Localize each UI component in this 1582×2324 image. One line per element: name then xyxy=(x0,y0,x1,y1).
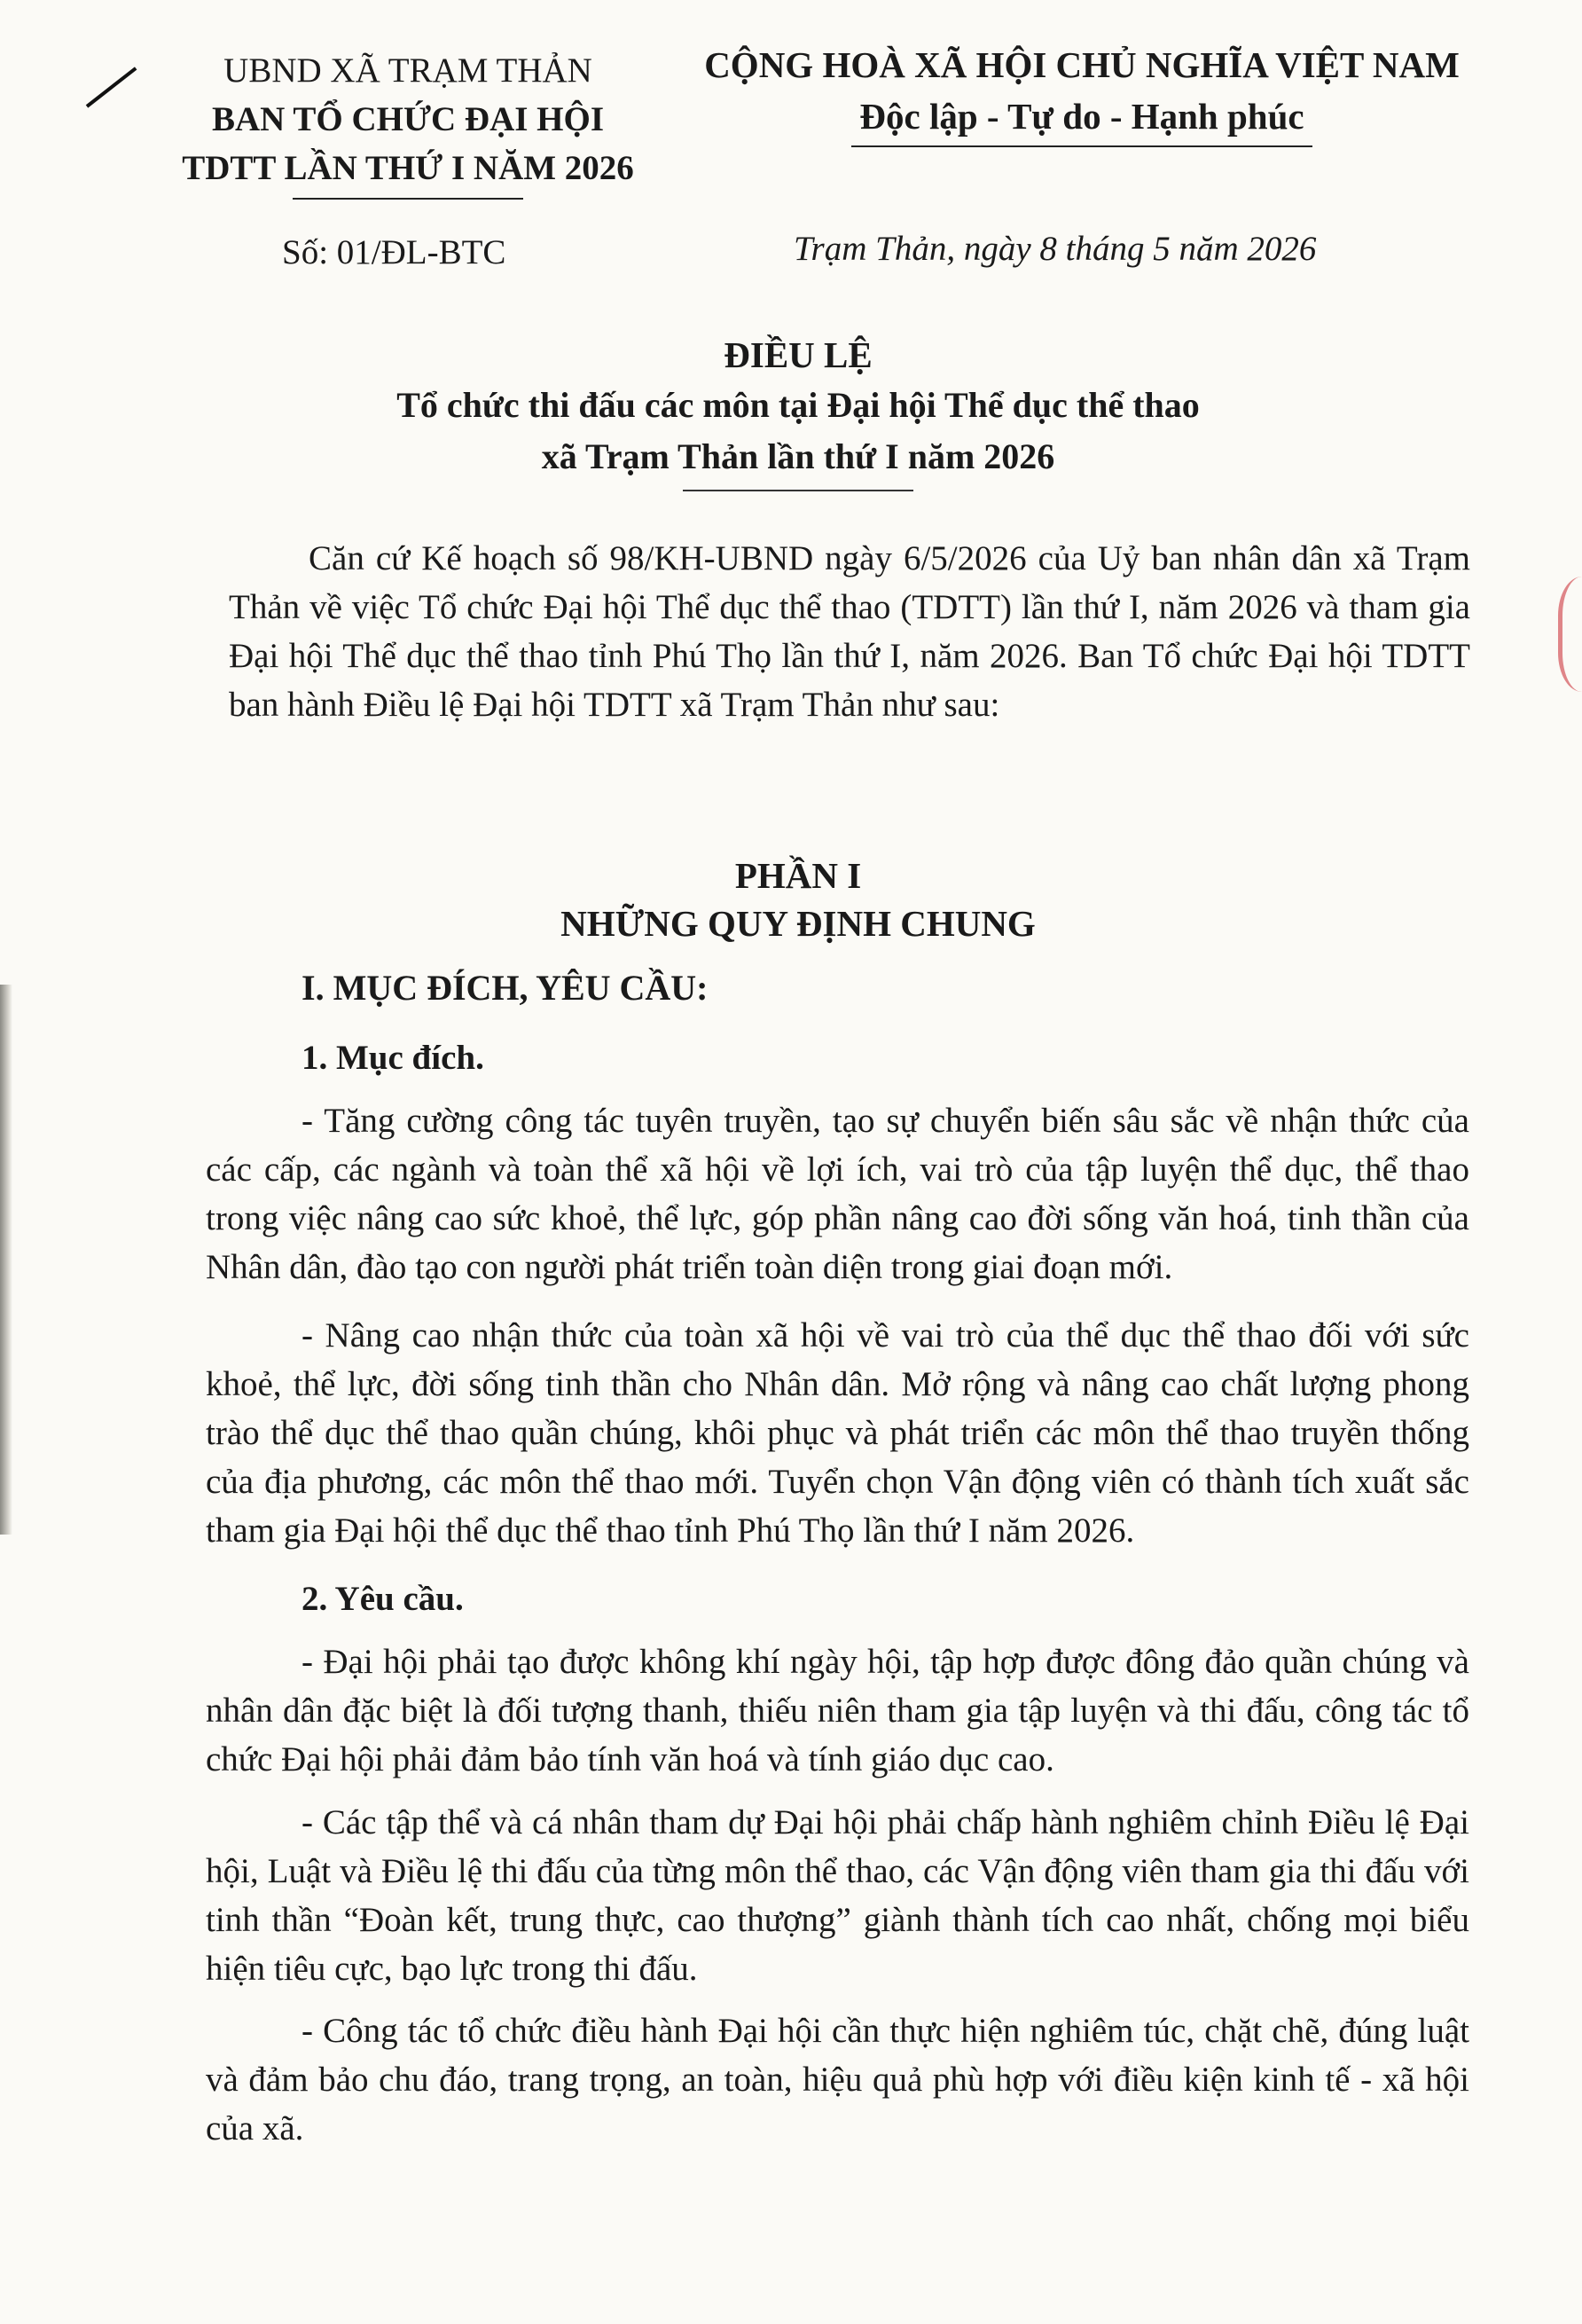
national-motto: Độc lập - Tự do - Hạnh phúc xyxy=(859,96,1304,137)
document-title xyxy=(177,330,1419,491)
title-underline xyxy=(683,490,913,491)
issuing-authority-header xyxy=(133,46,683,200)
authority-line-2: BAN TỔ CHỨC ĐẠI HỘI xyxy=(211,100,605,138)
requirements-paragraph-1: - Đại hội phải tạo được không khí ngày hội, tập hợp được đông đảo quần chúng và nhân dân đặc biệt là đối tượng thanh, thiếu niên tham gia tập luyện và thi đấu, công tác tổ chức Đại hội phải đảm bảo tính văn hoá và tính giáo dục cao. xyxy=(206,1643,1469,1778)
title-line-3: xã Trạm Thản lần thứ I năm 2026 xyxy=(541,436,1055,476)
part-title: NHỮNG QUY ĐỊNH CHUNG xyxy=(560,903,1036,944)
purpose-paragraph-2: - Nâng cao nhận thức của toàn xã hội về vai trò của thể dục thể thao đối với sức khoẻ, thể lực, đời sống tinh thần cho Nhân dân. Mở rộng và nâng cao chất lượng phong trào thể dục thể thao quần chúng, khôi phục và phát triển các môn thể thao truyền thống của địa phương, các môn thể thao mới. Tuyển chọn Vận động viên có thành tích xuất sắc tham gia Đại hội thể dục thể thao tỉnh Phú Thọ lần thứ I năm 2026. xyxy=(206,1316,1469,1550)
title-main: ĐIỀU LỆ xyxy=(724,334,873,375)
part-label: PHẦN I xyxy=(734,855,862,896)
preamble-paragraph: Căn cứ Kế hoạch số 98/KH-UBND ngày 6/5/2026 của Uỷ ban nhân dân xã Trạm Thản về việc Tổ chức Đại hội Thể dục thể thao (TDTT) lần thứ I, năm 2026 và tham gia Đại hội Thể dục thể thao tỉnh Phú Thọ lần thứ I, năm 2026. Ban Tổ chức Đại hội TDTT ban hành Điều lệ Đại hội TDTT xã Trạm Thản như sau: xyxy=(229,539,1470,724)
document-date: Trạm Thản, ngày 8 tháng 5 năm 2026 xyxy=(794,230,1317,268)
authority-line-1: UBND XÃ TRẠM THẢN xyxy=(223,51,592,90)
authority-line-3: TDTT LẦN THỨ I NĂM 2026 xyxy=(182,149,634,187)
scan-edge-shadow xyxy=(0,985,12,1535)
subheading-requirements: 2. Yêu cầu. xyxy=(302,1580,464,1618)
red-stamp-edge xyxy=(1558,577,1582,692)
handwritten-slash-mark xyxy=(86,67,137,107)
title-line-2: Tổ chức thi đấu các môn tại Đại hội Thể dục thể thao xyxy=(396,385,1200,425)
authority-underline xyxy=(293,198,523,200)
national-title: CỘNG HOÀ XÃ HỘI CHỦ NGHĨA VIỆT NAM xyxy=(704,44,1460,85)
purpose-paragraph-1: - Tăng cường công tác tuyên truyền, tạo sự chuyển biến sâu sắc về nhận thức của các cấp, các ngành và toàn thể xã hội về lợi ích, vai trò của tập luyện thể dục, thể thao trong việc nâng cao sức khoẻ, thể lực, góp phần nâng cao đời sống văn hoá, tinh thần của Nhân dân, đào tạo con người phát triển toàn diện trong giai đoạn mới. xyxy=(206,1102,1469,1286)
document-number: Số: 01/ĐL-BTC xyxy=(282,233,506,271)
subheading-purpose: 1. Mục đích. xyxy=(302,1039,484,1077)
section-heading: I. MỤC ĐÍCH, YÊU CẦU: xyxy=(302,968,709,1008)
national-motto-header xyxy=(674,39,1490,147)
motto-underline xyxy=(851,145,1312,147)
requirements-paragraph-2: - Các tập thể và cá nhân tham dự Đại hội phải chấp hành nghiêm chỉnh Điều lệ Đại hội, Luật và Điều lệ thi đấu của từng môn thể thao, các Vận động viên tham gia thi đấu với tinh thần “Đoàn kết, trung thực, cao thượng” giành thành tích cao nhất, chống mọi biểu hiện tiêu cực, bạo lực trong thi đấu. xyxy=(206,1803,1469,1988)
requirements-paragraph-3: - Công tác tổ chức điều hành Đại hội cần thực hiện nghiêm túc, chặt chẽ, đúng luật và đảm bảo chu đáo, trang trọng, an toàn, hiệu quả phù hợp với điều kiện kinh tế - xã hội của xã. xyxy=(206,2012,1469,2147)
